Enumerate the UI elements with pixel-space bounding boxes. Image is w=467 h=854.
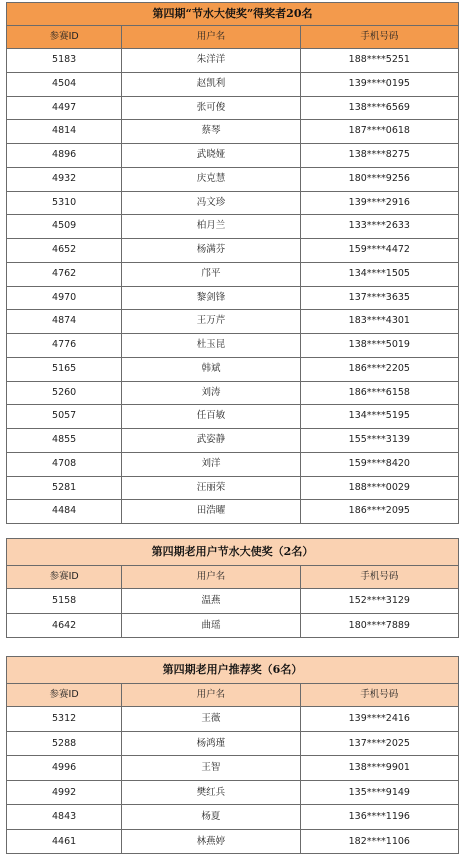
- cell-phone: 137****2025: [300, 731, 458, 756]
- table-row: [7, 262, 459, 286]
- cell-phone: 136****1196: [300, 805, 458, 830]
- cell-username: 邝平: [122, 262, 300, 286]
- cell-username: 杨满芬: [122, 239, 300, 263]
- cell-participant-id: 5281: [7, 476, 122, 500]
- cell-participant-id: 4497: [7, 96, 122, 120]
- table-row: [7, 310, 459, 334]
- cell-username: 任百敏: [122, 405, 300, 429]
- cell-username: 武姿静: [122, 429, 300, 453]
- cell-phone: 139****2916: [300, 191, 458, 215]
- cell-phone: 159****8420: [300, 452, 458, 476]
- cell-username: 蔡琴: [122, 120, 300, 144]
- table-row: [7, 96, 459, 120]
- table-row: [7, 334, 459, 358]
- table-row: [7, 476, 459, 500]
- table-title-row: [7, 539, 459, 566]
- cell-participant-id: 4504: [7, 72, 122, 96]
- cell-username: 赵凯利: [122, 72, 300, 96]
- table-row: [7, 191, 459, 215]
- cell-phone: 138****8275: [300, 144, 458, 168]
- cell-participant-id: 4776: [7, 334, 122, 358]
- cell-username: 朱洋洋: [122, 49, 300, 73]
- column-header-phone: 手机号码: [300, 566, 458, 589]
- cell-username: 张可俊: [122, 96, 300, 120]
- cell-phone: 135****9149: [300, 780, 458, 805]
- column-header-username: 用户名: [122, 26, 300, 49]
- table-title: 第四期老用户节水大使奖（2名）: [7, 539, 459, 566]
- table-row: [7, 429, 459, 453]
- cell-phone: 186****2205: [300, 357, 458, 381]
- cell-username: 王智: [122, 756, 300, 781]
- cell-phone: 188****5251: [300, 49, 458, 73]
- cell-phone: 139****2416: [300, 707, 458, 732]
- cell-participant-id: 4932: [7, 167, 122, 191]
- cell-username: 汪丽荣: [122, 476, 300, 500]
- table-row: [7, 707, 459, 732]
- table-row: [7, 72, 459, 96]
- cell-participant-id: 4461: [7, 829, 122, 854]
- cell-phone: 186****6158: [300, 381, 458, 405]
- table-row: [7, 381, 459, 405]
- cell-username: 王万芹: [122, 310, 300, 334]
- cell-username: 杨鸿瑾: [122, 731, 300, 756]
- table-row: [7, 405, 459, 429]
- cell-username: 杨夏: [122, 805, 300, 830]
- table-row: [7, 144, 459, 168]
- table-row: [7, 357, 459, 381]
- cell-participant-id: 5260: [7, 381, 122, 405]
- cell-phone: 139****0195: [300, 72, 458, 96]
- column-header-id: 参赛ID: [7, 566, 122, 589]
- cell-participant-id: 4762: [7, 262, 122, 286]
- table-title-row: [7, 3, 459, 26]
- cell-participant-id: 5312: [7, 707, 122, 732]
- cell-phone: 134****5195: [300, 405, 458, 429]
- cell-phone: 187****0618: [300, 120, 458, 144]
- cell-username: 柏月兰: [122, 215, 300, 239]
- cell-username: 林燕婷: [122, 829, 300, 854]
- cell-participant-id: 4652: [7, 239, 122, 263]
- cell-participant-id: 4484: [7, 500, 122, 524]
- table-row: [7, 500, 459, 524]
- cell-phone: 155****3139: [300, 429, 458, 453]
- cell-participant-id: 4855: [7, 429, 122, 453]
- cell-participant-id: 4509: [7, 215, 122, 239]
- cell-participant-id: 4874: [7, 310, 122, 334]
- column-header-username: 用户名: [122, 566, 300, 589]
- cell-username: 冯文珍: [122, 191, 300, 215]
- column-header-username: 用户名: [122, 684, 300, 707]
- cell-participant-id: 5057: [7, 405, 122, 429]
- table-title: 第四期老用户推荐奖（6名）: [7, 657, 459, 684]
- cell-phone: 180****7889: [300, 613, 458, 638]
- column-header-id: 参赛ID: [7, 26, 122, 49]
- cell-participant-id: 4996: [7, 756, 122, 781]
- cell-participant-id: 5310: [7, 191, 122, 215]
- cell-phone: 134****1505: [300, 262, 458, 286]
- cell-participant-id: 4642: [7, 613, 122, 638]
- table-row: [7, 239, 459, 263]
- column-header-phone: 手机号码: [300, 26, 458, 49]
- cell-participant-id: 5183: [7, 49, 122, 73]
- table-header-row: [7, 684, 459, 707]
- table-row: [7, 286, 459, 310]
- table-row: [7, 49, 459, 73]
- table-title: 第四期“节水大使奖”得奖者20名: [7, 3, 459, 26]
- cell-participant-id: 5158: [7, 589, 122, 614]
- cell-phone: 152****3129: [300, 589, 458, 614]
- table-row: [7, 589, 459, 614]
- cell-phone: 133****2633: [300, 215, 458, 239]
- cell-phone: 183****4301: [300, 310, 458, 334]
- table-header-row: [7, 26, 459, 49]
- cell-phone: 159****4472: [300, 239, 458, 263]
- cell-username: 樊红兵: [122, 780, 300, 805]
- table-header-row: [7, 566, 459, 589]
- table-row: [7, 756, 459, 781]
- table-row: [7, 805, 459, 830]
- cell-participant-id: 4970: [7, 286, 122, 310]
- cell-phone: 182****1106: [300, 829, 458, 854]
- column-header-phone: 手机号码: [300, 684, 458, 707]
- table-row: [7, 613, 459, 638]
- table-row: [7, 780, 459, 805]
- cell-participant-id: 4814: [7, 120, 122, 144]
- cell-username: 刘洋: [122, 452, 300, 476]
- cell-phone: 186****2095: [300, 500, 458, 524]
- cell-phone: 138****9901: [300, 756, 458, 781]
- referral-award-table: [6, 656, 459, 854]
- cell-phone: 138****6569: [300, 96, 458, 120]
- table-row: [7, 452, 459, 476]
- cell-participant-id: 4843: [7, 805, 122, 830]
- cell-username: 庆克慧: [122, 167, 300, 191]
- cell-participant-id: 4896: [7, 144, 122, 168]
- table-title-row: [7, 657, 459, 684]
- cell-participant-id: 4992: [7, 780, 122, 805]
- cell-username: 杜玉昆: [122, 334, 300, 358]
- cell-participant-id: 5165: [7, 357, 122, 381]
- cell-username: 黎剑锋: [122, 286, 300, 310]
- cell-username: 王薇: [122, 707, 300, 732]
- returning-user-award-table: [6, 538, 459, 638]
- table-row: [7, 731, 459, 756]
- winners-table: [6, 2, 459, 524]
- cell-phone: 188****0029: [300, 476, 458, 500]
- cell-phone: 180****9256: [300, 167, 458, 191]
- column-header-id: 参赛ID: [7, 684, 122, 707]
- table-row: [7, 120, 459, 144]
- cell-username: 温燕: [122, 589, 300, 614]
- cell-phone: 138****5019: [300, 334, 458, 358]
- cell-username: 田浩曜: [122, 500, 300, 524]
- cell-username: 武晓娅: [122, 144, 300, 168]
- table-row: [7, 167, 459, 191]
- cell-phone: 137****3635: [300, 286, 458, 310]
- cell-username: 刘涛: [122, 381, 300, 405]
- table-row: [7, 215, 459, 239]
- cell-participant-id: 4708: [7, 452, 122, 476]
- cell-participant-id: 5288: [7, 731, 122, 756]
- cell-username: 韩斌: [122, 357, 300, 381]
- cell-username: 曲瑶: [122, 613, 300, 638]
